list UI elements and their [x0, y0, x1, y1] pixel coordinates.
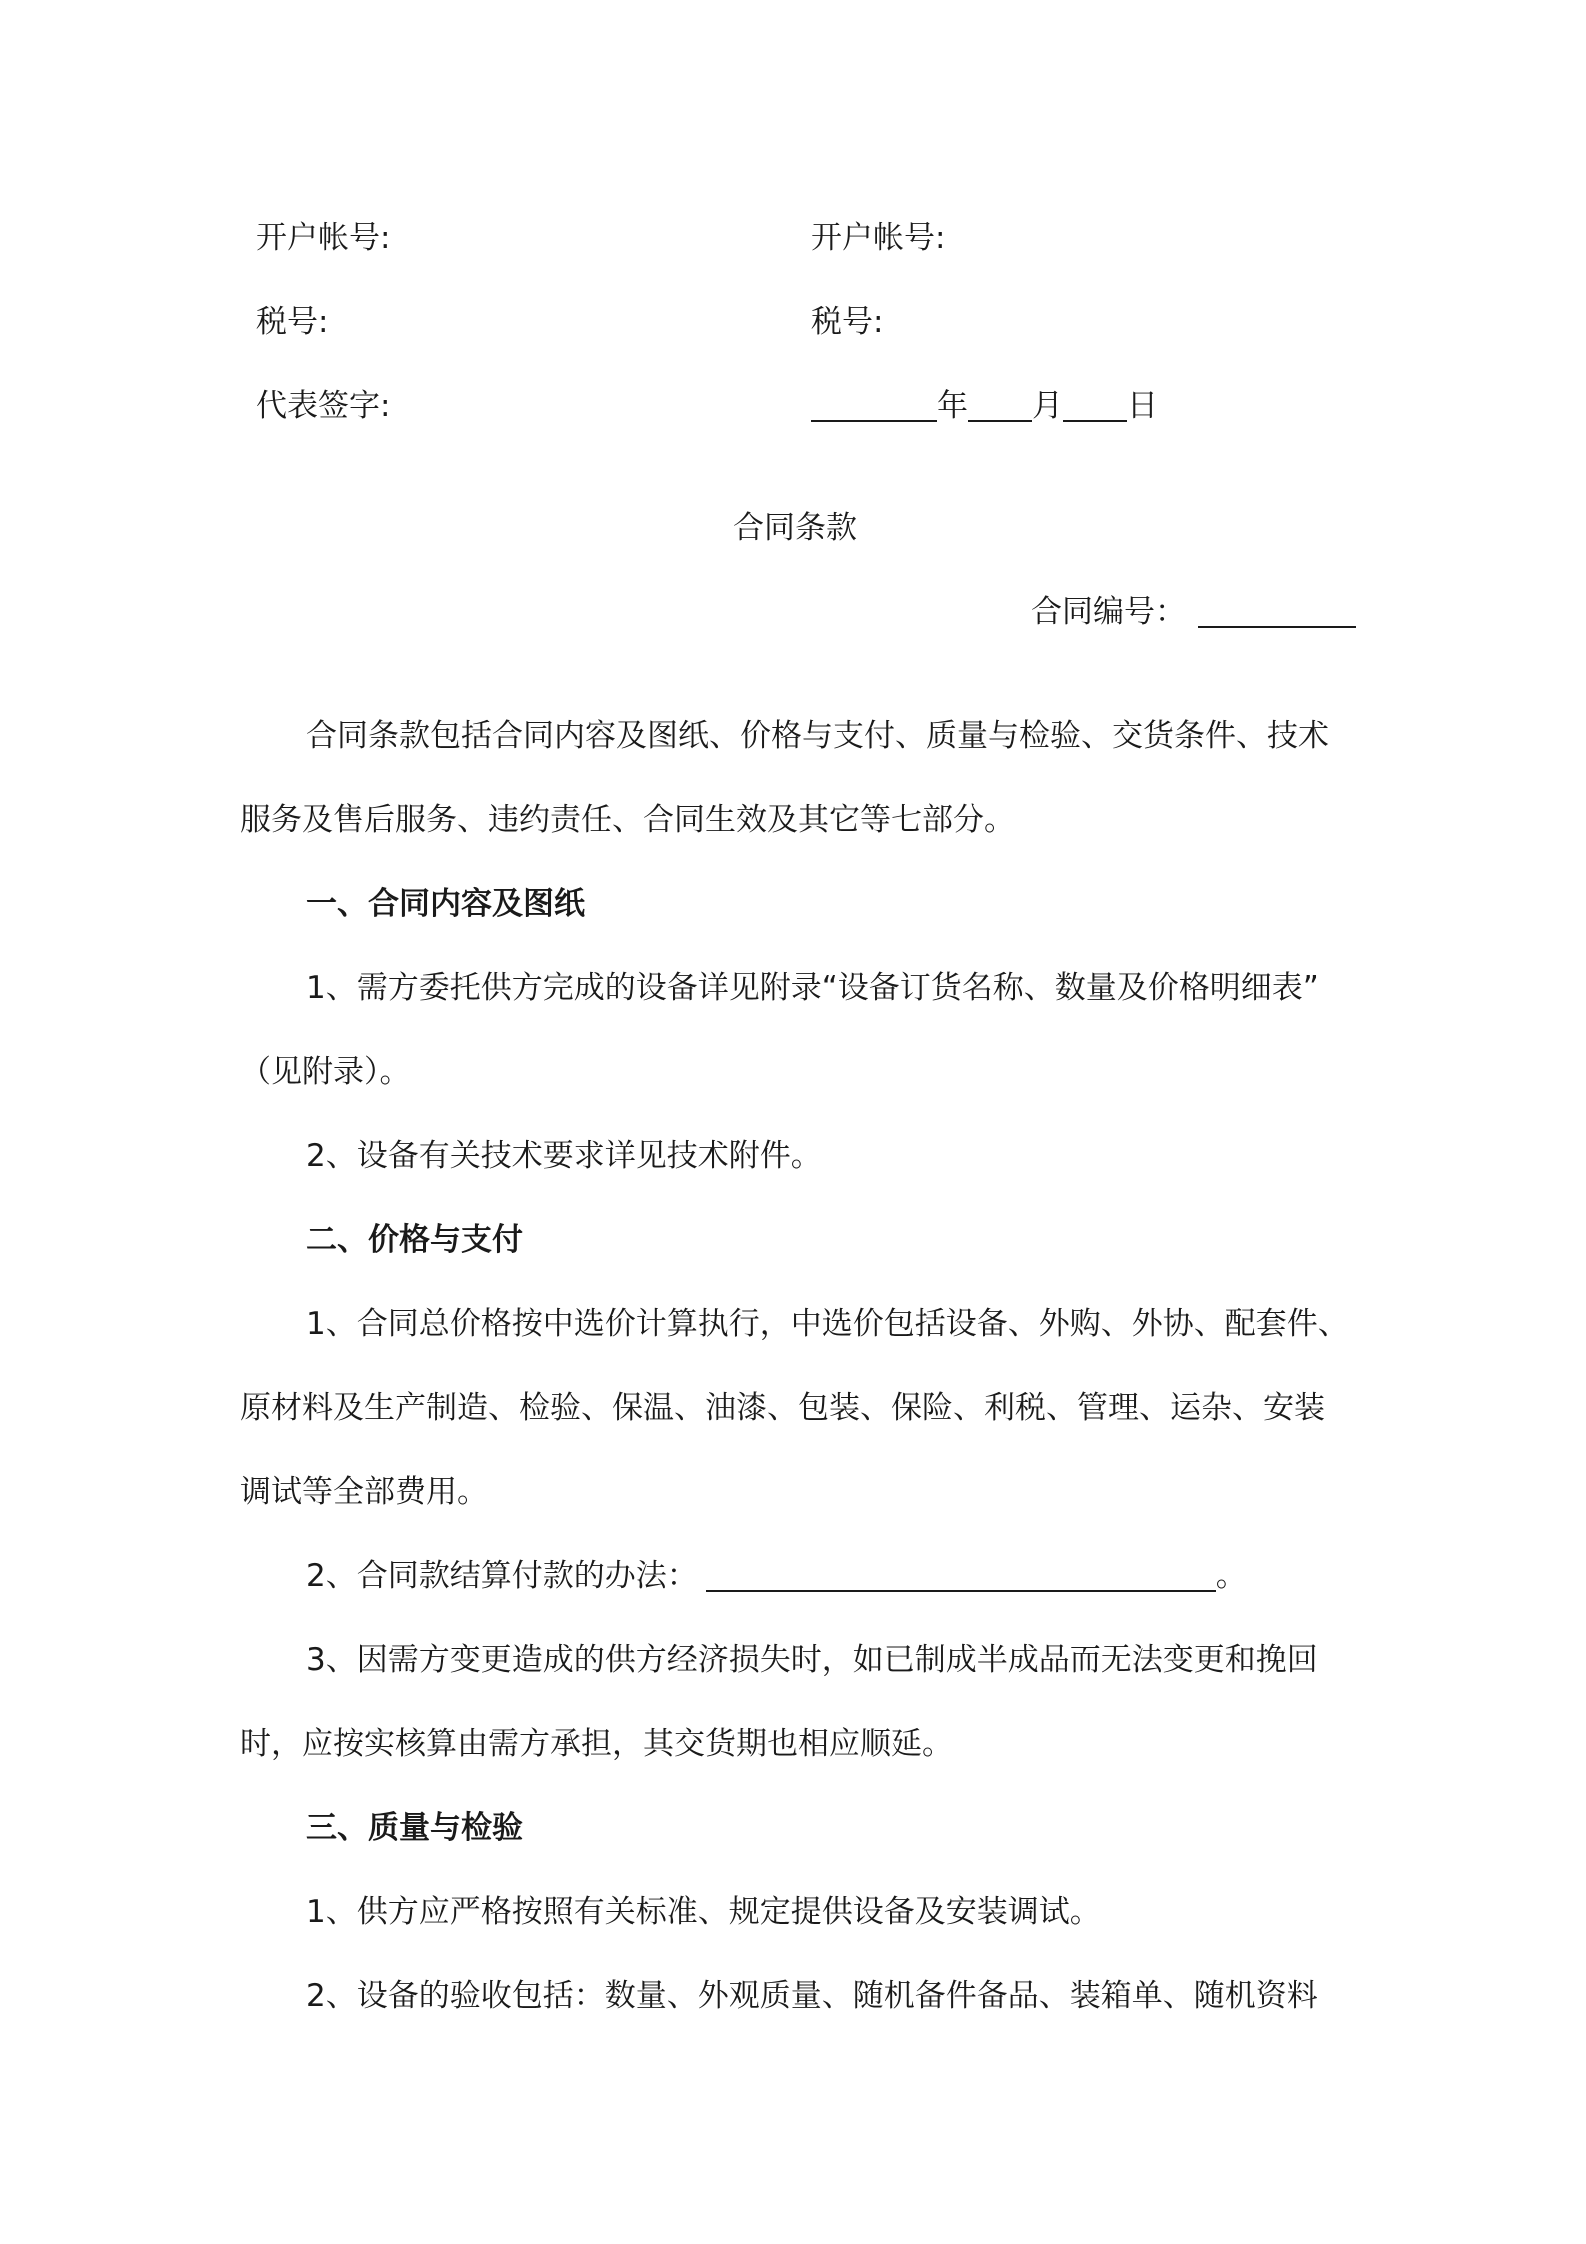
- payment-method-end: 。: [1215, 1558, 1247, 1594]
- section-2-p3-line-1: 3、因需方变更造成的供方经济损失时，如已制成半成品而无法变更和挽回: [306, 1642, 1318, 1678]
- year-label: 年: [937, 388, 968, 424]
- right-tax-label: 税号:: [811, 304, 884, 340]
- contract-number-label: 合同编号：: [1031, 594, 1186, 630]
- section-1-p2: 2、设备有关技术要求详见技术附件。: [306, 1138, 822, 1174]
- section-1-p1-line-1: 1、需方委托供方完成的设备详见附录“设备订货名称、数量及价格明细表”: [306, 970, 1319, 1006]
- contract-number-line: [1031, 586, 1356, 631]
- section-2-p1-line-2: 原材料及生产制造、检验、保温、油漆、包装、保险、利税、管理、运杂、安装: [240, 1390, 1325, 1426]
- payment-method-label: 2、合同款结算付款的办法：: [306, 1558, 698, 1594]
- section-1-heading: 一、合同内容及图纸: [306, 886, 585, 922]
- contract-number-blank: [1198, 596, 1356, 628]
- payment-method-blank: [706, 1560, 1216, 1592]
- month-blank: [968, 390, 1032, 422]
- section-2-heading: 二、价格与支付: [306, 1222, 523, 1258]
- section-2-p1-line-1: 1、合同总价格按中选价计算执行，中选价包括设备、外购、外协、配套件、: [306, 1306, 1349, 1342]
- day-label: 日: [1127, 388, 1158, 424]
- right-account-label: 开户帐号:: [811, 220, 946, 256]
- section-3-p1: 1、供方应严格按照有关标准、规定提供设备及安装调试。: [306, 1894, 1101, 1930]
- section-2-p2: [306, 1550, 1247, 1595]
- left-signature-label: 代表签字:: [256, 388, 391, 424]
- left-tax-label: 税号:: [256, 304, 329, 340]
- intro-line-2: 服务及售后服务、违约责任、合同生效及其它等七部分。: [240, 802, 1015, 838]
- date-line: [811, 380, 1158, 425]
- year-blank: [811, 390, 937, 422]
- month-label: 月: [1032, 388, 1063, 424]
- section-1-p1-line-2: （见附录）。: [240, 1054, 411, 1090]
- day-blank: [1063, 390, 1127, 422]
- document-title: 合同条款: [733, 510, 857, 546]
- section-3-p2: 2、设备的验收包括：数量、外观质量、随机备件备品、装箱单、随机资料: [306, 1978, 1318, 2014]
- intro-line-1: 合同条款包括合同内容及图纸、价格与支付、质量与检验、交货条件、技术: [306, 718, 1329, 754]
- section-2-p1-line-3: 调试等全部费用。: [240, 1474, 488, 1510]
- left-account-label: 开户帐号:: [256, 220, 391, 256]
- section-2-p3-line-2: 时，应按实核算由需方承担，其交货期也相应顺延。: [240, 1726, 953, 1762]
- section-3-heading: 三、质量与检验: [306, 1810, 523, 1846]
